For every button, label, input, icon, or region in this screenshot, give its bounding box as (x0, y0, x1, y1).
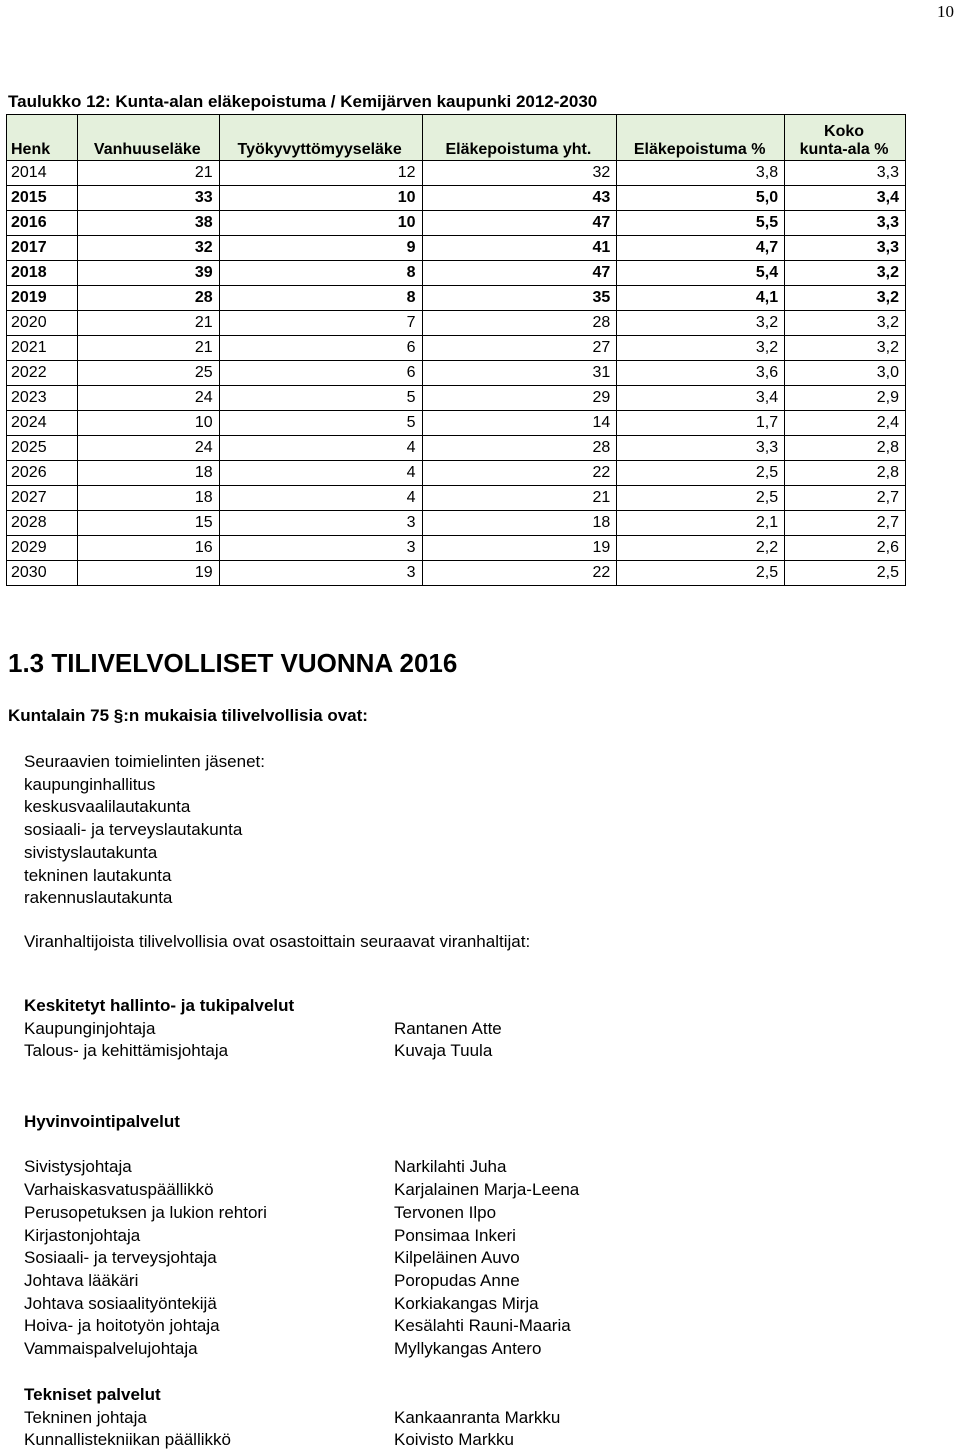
cell-tyokyvyttomyyselake: 3 (219, 561, 422, 586)
cell-vanhuuselake: 10 (77, 411, 219, 436)
group-title: Hyvinvointipalvelut (24, 1112, 180, 1131)
cell-koko-kunta-ala: 3,2 (785, 311, 906, 336)
cell-tyokyvyttomyyselake: 3 (219, 536, 422, 561)
cell-vanhuuselake: 21 (77, 311, 219, 336)
cell-elakepoistuma-yht: 18 (422, 511, 617, 536)
official-row (24, 1040, 502, 1063)
official-row (24, 1270, 579, 1293)
table-row (7, 536, 906, 561)
cell-koko-kunta-ala: 3,4 (785, 186, 906, 211)
cell-elakepoistuma-pct: 2,5 (617, 461, 785, 486)
cell-elakepoistuma-pct: 5,0 (617, 186, 785, 211)
official-row (24, 1179, 579, 1202)
cell-elakepoistuma-pct: 2,2 (617, 536, 785, 561)
official-role: Hoiva- ja hoitotyön johtaja (24, 1316, 220, 1336)
header-vanhuuselake: Vanhuuseläke (77, 115, 219, 161)
table-row (7, 311, 906, 336)
table-row (7, 436, 906, 461)
cell-elakepoistuma-pct: 2,1 (617, 511, 785, 536)
cell-vanhuuselake: 24 (77, 436, 219, 461)
header-tyokyvyttomyyselake: Työkyvyttömyyseläke (219, 115, 422, 161)
cell-elakepoistuma-pct: 3,2 (617, 311, 785, 336)
cell-elakepoistuma-pct: 3,8 (617, 161, 785, 186)
cell-elakepoistuma-pct: 2,5 (617, 561, 785, 586)
table-row (7, 386, 906, 411)
cell-year: 2021 (7, 336, 78, 361)
official-role: Tekninen johtaja (24, 1407, 147, 1427)
official-name: Myllykangas Antero (394, 1339, 542, 1359)
group-hyvinvointi (24, 1111, 579, 1361)
cell-koko-kunta-ala: 2,7 (785, 486, 906, 511)
cell-vanhuuselake: 15 (77, 511, 219, 536)
cell-elakepoistuma-yht: 47 (422, 211, 617, 236)
official-name: Kilpeläinen Auvo (394, 1248, 520, 1268)
table-row (7, 511, 906, 536)
section-heading: 1.3 TILIVELVOLLISET VUONNA 2016 (8, 648, 458, 678)
cell-elakepoistuma-yht: 29 (422, 386, 617, 411)
official-row (24, 1338, 579, 1361)
cell-vanhuuselake: 18 (77, 486, 219, 511)
cell-year: 2028 (7, 511, 78, 536)
org-list-item: rakennuslautakunta (24, 888, 173, 908)
org-list-item: Seuraavien toimielinten jäsenet: (24, 752, 265, 771)
cell-year: 2019 (7, 286, 78, 311)
cell-vanhuuselake: 21 (77, 161, 219, 186)
header-elakepoistuma-pct: Eläkepoistuma % (617, 115, 785, 161)
cell-koko-kunta-ala: 2,8 (785, 436, 906, 461)
official-row (24, 1247, 579, 1270)
table-row (7, 336, 906, 361)
cell-tyokyvyttomyyselake: 4 (219, 461, 422, 486)
cell-tyokyvyttomyyselake: 7 (219, 311, 422, 336)
cell-year: 2022 (7, 361, 78, 386)
cell-elakepoistuma-pct: 3,4 (617, 386, 785, 411)
cell-tyokyvyttomyyselake: 3 (219, 511, 422, 536)
table-row (7, 286, 906, 311)
org-list (24, 751, 265, 910)
cell-year: 2020 (7, 311, 78, 336)
cell-koko-kunta-ala: 2,7 (785, 511, 906, 536)
official-name: Kuvaja Tuula (394, 1041, 493, 1061)
cell-vanhuuselake: 32 (77, 236, 219, 261)
table-row (7, 411, 906, 436)
official-row (24, 1429, 560, 1452)
org-list-item: keskusvaalilautakunta (24, 797, 191, 817)
header-koko-line1: Koko (824, 123, 865, 140)
cell-koko-kunta-ala: 2,6 (785, 536, 906, 561)
cell-koko-kunta-ala: 3,0 (785, 361, 906, 386)
header-henk: Henk (7, 115, 78, 161)
officials-intro: Viranhaltijoista tilivelvollisia ovat osastoittain seuraavat viranhaltijat: (24, 932, 531, 951)
cell-elakepoistuma-yht: 47 (422, 261, 617, 286)
cell-vanhuuselake: 16 (77, 536, 219, 561)
cell-elakepoistuma-yht: 21 (422, 486, 617, 511)
cell-vanhuuselake: 19 (77, 561, 219, 586)
cell-elakepoistuma-yht: 27 (422, 336, 617, 361)
cell-vanhuuselake: 18 (77, 461, 219, 486)
cell-vanhuuselake: 28 (77, 286, 219, 311)
cell-year: 2014 (7, 161, 78, 186)
table-row (7, 211, 906, 236)
cell-elakepoistuma-yht: 14 (422, 411, 617, 436)
official-row (24, 1202, 579, 1225)
cell-tyokyvyttomyyselake: 5 (219, 386, 422, 411)
cell-elakepoistuma-yht: 28 (422, 436, 617, 461)
cell-year: 2024 (7, 411, 78, 436)
cell-year: 2023 (7, 386, 78, 411)
cell-koko-kunta-ala: 3,3 (785, 161, 906, 186)
official-row (24, 1018, 502, 1041)
group-title: Keskitetyt hallinto- ja tukipalvelut (24, 996, 295, 1015)
official-name: Kankaanranta Markku (394, 1407, 561, 1427)
cell-tyokyvyttomyyselake: 4 (219, 436, 422, 461)
official-name: Koivisto Markku (394, 1430, 514, 1450)
table-row (7, 361, 906, 386)
official-role: Kirjastonjohtaja (24, 1225, 141, 1245)
table-row (7, 261, 906, 286)
cell-tyokyvyttomyyselake: 6 (219, 361, 422, 386)
group-title: Tekniset palvelut (24, 1385, 161, 1404)
official-name: Tervonen Ilpo (394, 1202, 497, 1222)
cell-vanhuuselake: 24 (77, 386, 219, 411)
official-row (24, 1315, 579, 1338)
cell-year: 2027 (7, 486, 78, 511)
cell-koko-kunta-ala: 2,4 (785, 411, 906, 436)
cell-elakepoistuma-pct: 5,5 (617, 211, 785, 236)
cell-vanhuuselake: 25 (77, 361, 219, 386)
cell-elakepoistuma-yht: 22 (422, 561, 617, 586)
cell-koko-kunta-ala: 3,2 (785, 336, 906, 361)
cell-koko-kunta-ala: 3,3 (785, 211, 906, 236)
cell-year: 2015 (7, 186, 78, 211)
official-role: Varhaiskasvatuspäällikkö (24, 1180, 214, 1200)
cell-year: 2025 (7, 436, 78, 461)
official-role: Sivistysjohtaja (24, 1157, 132, 1177)
cell-elakepoistuma-pct: 4,7 (617, 236, 785, 261)
cell-elakepoistuma-yht: 41 (422, 236, 617, 261)
cell-tyokyvyttomyyselake: 9 (219, 236, 422, 261)
cell-year: 2029 (7, 536, 78, 561)
section-intro: Kuntalain 75 §:n mukaisia tilivelvollisia ovat: (8, 706, 368, 725)
official-role: Johtava sosiaalityöntekijä (24, 1293, 217, 1313)
header-koko-kunta-ala (785, 115, 906, 161)
official-row (24, 1407, 560, 1430)
group-keskitetyt (24, 995, 502, 1063)
official-role: Kaupunginjohtaja (24, 1018, 156, 1038)
cell-elakepoistuma-pct: 3,6 (617, 361, 785, 386)
official-role: Johtava lääkäri (24, 1270, 139, 1290)
cell-koko-kunta-ala: 3,2 (785, 261, 906, 286)
org-list-item: sivistyslautakunta (24, 842, 158, 862)
official-name: Kesälahti Rauni-Maaria (394, 1316, 571, 1336)
cell-year: 2016 (7, 211, 78, 236)
cell-tyokyvyttomyyselake: 8 (219, 286, 422, 311)
cell-elakepoistuma-yht: 43 (422, 186, 617, 211)
official-role: Kunnallistekniikan päällikkö (24, 1430, 231, 1450)
org-list-item: tekninen lautakunta (24, 865, 172, 885)
cell-tyokyvyttomyyselake: 10 (219, 186, 422, 211)
cell-year: 2017 (7, 236, 78, 261)
cell-year: 2026 (7, 461, 78, 486)
official-name: Narkilahti Juha (394, 1157, 507, 1177)
pension-table (6, 114, 906, 586)
cell-year: 2018 (7, 261, 78, 286)
table-row (7, 461, 906, 486)
cell-elakepoistuma-pct: 3,2 (617, 336, 785, 361)
org-list-item: kaupunginhallitus (24, 774, 156, 794)
org-list-item: sosiaali- ja terveyslautakunta (24, 820, 243, 840)
table-row (7, 561, 906, 586)
cell-elakepoistuma-yht: 35 (422, 286, 617, 311)
cell-elakepoistuma-pct: 2,5 (617, 486, 785, 511)
cell-tyokyvyttomyyselake: 8 (219, 261, 422, 286)
cell-elakepoistuma-pct: 1,7 (617, 411, 785, 436)
cell-elakepoistuma-yht: 31 (422, 361, 617, 386)
cell-year: 2030 (7, 561, 78, 586)
header-koko-line2: kunta-ala % (799, 141, 889, 158)
cell-koko-kunta-ala: 2,8 (785, 461, 906, 486)
cell-koko-kunta-ala: 2,5 (785, 561, 906, 586)
cell-vanhuuselake: 39 (77, 261, 219, 286)
cell-tyokyvyttomyyselake: 10 (219, 211, 422, 236)
official-name: Poropudas Anne (394, 1270, 520, 1290)
cell-vanhuuselake: 21 (77, 336, 219, 361)
table-title: Taulukko 12: Kunta-alan eläkepoistuma / Kemijärven kaupunki 2012-2030 (8, 92, 598, 111)
table-row (7, 486, 906, 511)
spacer (24, 1134, 579, 1157)
table-row (7, 186, 906, 211)
cell-elakepoistuma-pct: 3,3 (617, 436, 785, 461)
official-name: Rantanen Atte (394, 1018, 502, 1038)
page-number: 10 (937, 2, 954, 21)
cell-koko-kunta-ala: 3,3 (785, 236, 906, 261)
official-name: Ponsimaa Inkeri (394, 1225, 516, 1245)
group-tekniset (24, 1384, 560, 1452)
cell-koko-kunta-ala: 3,2 (785, 286, 906, 311)
cell-elakepoistuma-pct: 5,4 (617, 261, 785, 286)
official-name: Korkiakangas Mirja (394, 1293, 539, 1313)
table-row (7, 161, 906, 186)
official-row (24, 1156, 579, 1179)
official-name: Karjalainen Marja-Leena (394, 1180, 580, 1200)
cell-elakepoistuma-yht: 32 (422, 161, 617, 186)
official-row (24, 1293, 579, 1316)
cell-elakepoistuma-yht: 28 (422, 311, 617, 336)
cell-koko-kunta-ala: 2,9 (785, 386, 906, 411)
official-role: Vammaispalvelujohtaja (24, 1339, 198, 1359)
cell-elakepoistuma-yht: 22 (422, 461, 617, 486)
table-header-row (7, 115, 906, 161)
cell-tyokyvyttomyyselake: 12 (219, 161, 422, 186)
table-row (7, 236, 906, 261)
cell-tyokyvyttomyyselake: 5 (219, 411, 422, 436)
official-role: Sosiaali- ja terveysjohtaja (24, 1248, 217, 1268)
cell-elakepoistuma-pct: 4,1 (617, 286, 785, 311)
cell-tyokyvyttomyyselake: 4 (219, 486, 422, 511)
cell-elakepoistuma-yht: 19 (422, 536, 617, 561)
official-row (24, 1225, 579, 1248)
cell-tyokyvyttomyyselake: 6 (219, 336, 422, 361)
official-role: Perusopetuksen ja lukion rehtori (24, 1202, 267, 1222)
official-role: Talous- ja kehittämisjohtaja (24, 1041, 229, 1061)
header-elakepoistuma-yht: Eläkepoistuma yht. (422, 115, 617, 161)
cell-vanhuuselake: 38 (77, 211, 219, 236)
cell-vanhuuselake: 33 (77, 186, 219, 211)
